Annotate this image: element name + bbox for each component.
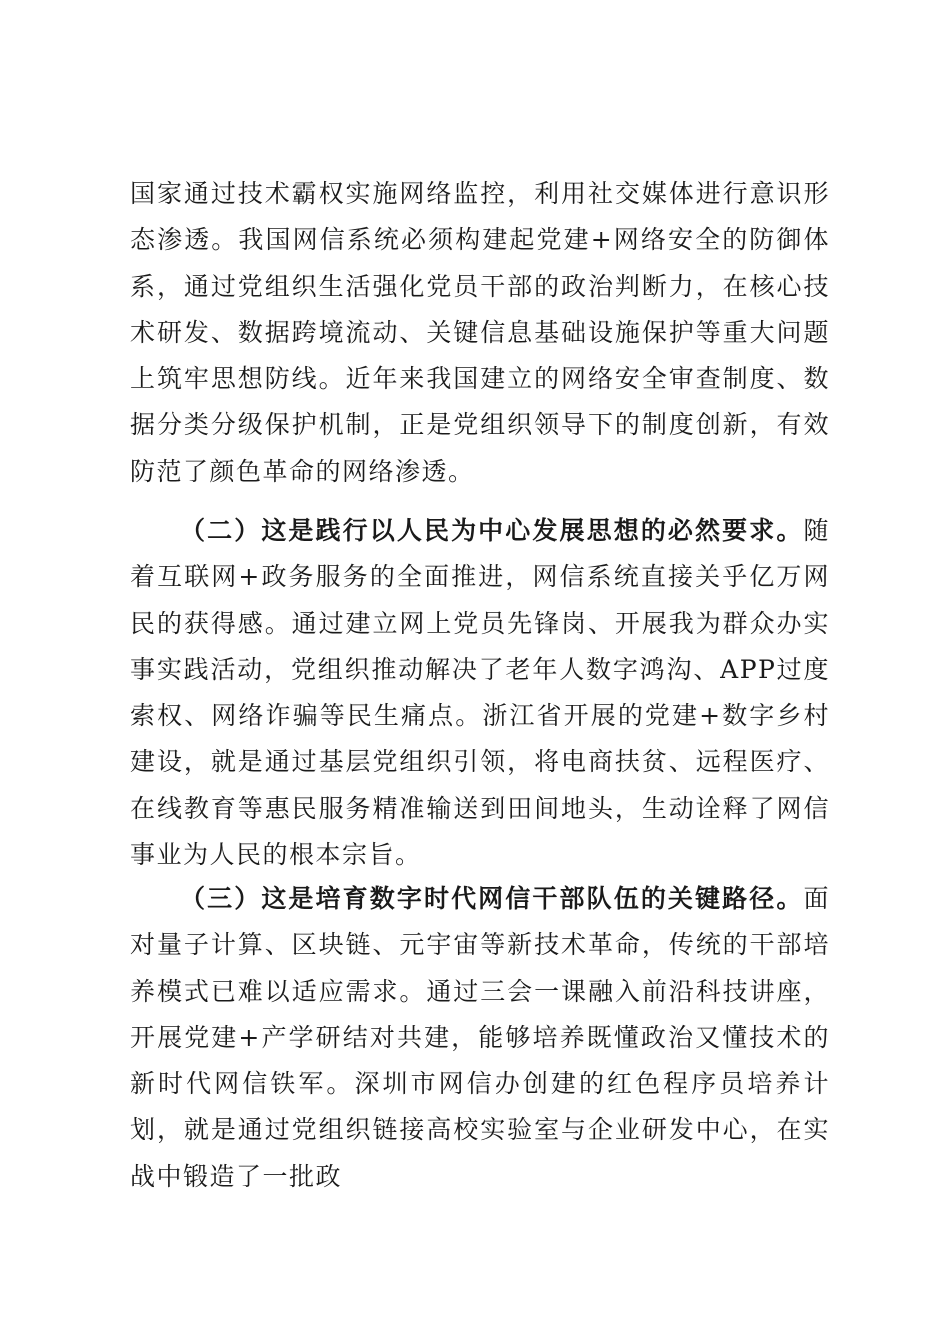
paragraph-section-two [130, 508, 830, 878]
section-heading-two: （二）这是践行以人民为中心发展思想的必然要求。 [180, 516, 804, 545]
paragraph-text: 国家通过技术霸权实施网络监控，利用社交媒体进行意识形态渗透。我国网信系统必须构建起党建+网络安全的防御体系，通过党组织生活强化党员干部的政治判断力，在核心技术研发、数据跨境流动、关键信息基础设施保护等重大问题上筑牢思想防线。近年来我国建立的网络安全审查制度、数据分类分级保护机制，正是党组织领导下的制度创新，有效防范了颜色革命的网络渗透。 [130, 179, 830, 486]
paragraph-body [130, 876, 830, 1200]
paragraph-text: 随着互联网+政务服务的全面推进，网信系统直接关乎亿万网民的获得感。通过建立网上党员先锋岗、开展我为群众办实事实践活动，党组织推动解决了老年人数字鸿沟、APP过度索权、网络诈骗等民生痛点。浙江省开展的党建+数字乡村建设，就是通过基层党组织引领，将电商扶贫、远程医疗、在线教育等惠民服务精准输送到田间地头，生动诠释了网信事业为人民的根本宗旨。 [130, 516, 830, 870]
paragraph-continuation [130, 171, 830, 495]
paragraph-body [130, 508, 830, 878]
section-heading-three: （三）这是培育数字时代网信干部队伍的关键路径。 [180, 884, 804, 913]
paragraph-text: 面对量子计算、区块链、元宇宙等新技术革命，传统的干部培养模式已难以适应需求。通过三会一课融入前沿科技讲座，开展党建+产学研结对共建，能够培养既懂政治又懂技术的新时代网信铁军。深圳市网信办创建的红色程序员培养计划，就是通过党组织链接高校实验室与企业研发中心，在实战中锻造了一批政 [130, 884, 830, 1191]
paragraph-section-three [130, 876, 830, 1200]
